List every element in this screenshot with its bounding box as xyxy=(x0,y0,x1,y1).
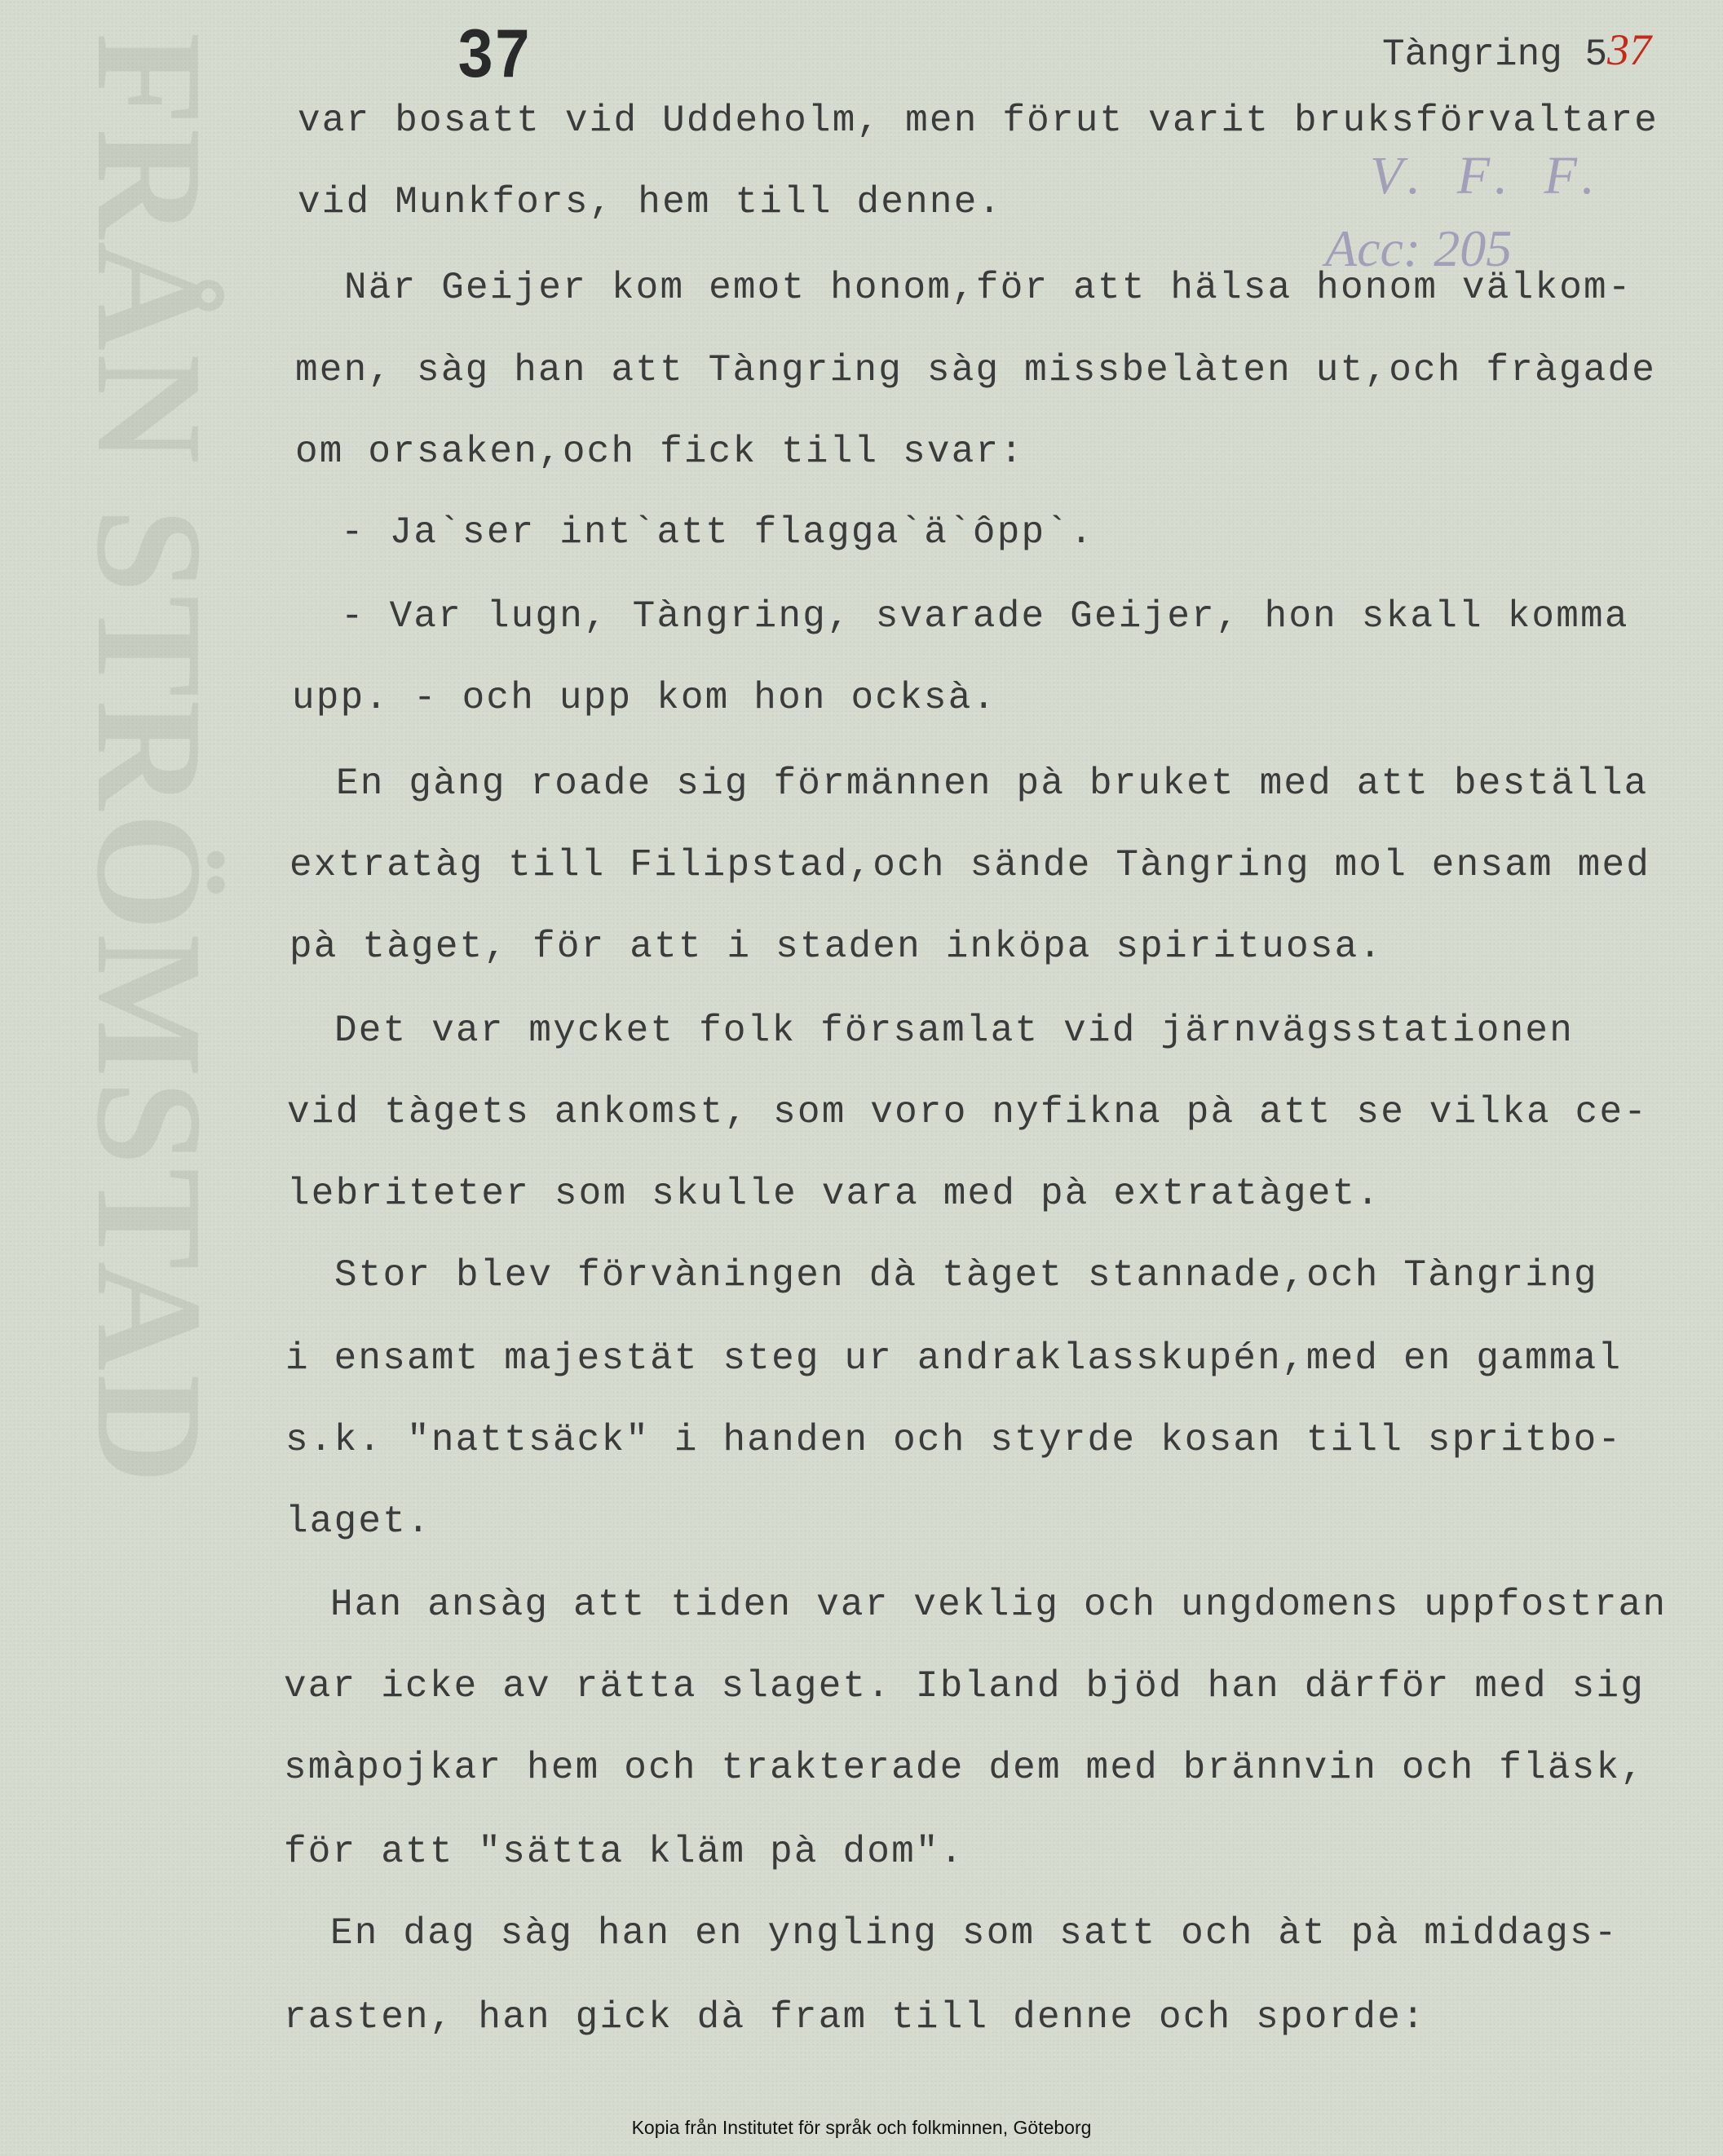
text-line: om orsaken,och fick till svar: xyxy=(295,431,1025,473)
text-line: smàpojkar hem och trakterade dem med brännvin och fläsk, xyxy=(284,1747,1646,1789)
text-line: men, sàg han att Tàngring sàg missbelàten ut,och fràgade xyxy=(295,349,1657,391)
text-line: När Geijer kom emot honom,för att hälsa honom välkom- xyxy=(344,267,1632,309)
text-line: En gàng roade sig förmännen pà bruket med att beställa xyxy=(336,762,1649,805)
text-line: s.k. "nattsäck" i handen och styrde kosan till spritbo- xyxy=(285,1419,1623,1461)
text-line: Stor blev förvàningen dà tàget stannade,och Tàngring xyxy=(334,1254,1598,1297)
vff-stamp: V. F. F. xyxy=(1370,146,1606,205)
side-stamp xyxy=(65,33,233,1487)
text-line: vid tàgets ankomst, som voro nyfikna pà att se vilka ce- xyxy=(287,1091,1649,1133)
text-line: för att "sätta kläm pà dom". xyxy=(284,1831,965,1873)
text-line: rasten, han gick dà fram till denne och sporde: xyxy=(284,1996,1426,2039)
text-line: var icke av rätta slaget. Ibland bjöd han därför med sig xyxy=(284,1665,1646,1708)
text-line: upp. - och upp kom hon ocksà. xyxy=(292,677,997,719)
text-line: i ensamt majestät steg ur andraklasskupén,med en gammal xyxy=(285,1337,1623,1380)
text-line: lebriteter som skulle vara med pà extratàget. xyxy=(287,1173,1381,1215)
text-line: En dag sàg han en yngling som satt och àt pà middags- xyxy=(330,1912,1619,1955)
text-line: Han ansàg att tiden var veklig och ungdomens uppfostran xyxy=(330,1584,1668,1626)
text-line: laget. xyxy=(285,1500,431,1543)
handwritten-page-number: 37 xyxy=(1607,25,1652,74)
accession-stamp: Acc: 205 xyxy=(1325,219,1513,277)
text-line: extratàg till Filipstad,och sände Tàngring mol ensam med xyxy=(289,844,1651,886)
running-head xyxy=(1382,24,1651,76)
page-number: 37 xyxy=(457,17,532,99)
running-title: Tàngring 5 xyxy=(1382,33,1608,76)
text-line: var bosatt vid Uddeholm, men förut varit bruksförvaltare xyxy=(298,99,1659,142)
text-line: - Ja`ser int`att flagga`ä`ôpp`. xyxy=(341,511,1094,554)
text-line: pà tàget, för att i staden inköpa spirituosa. xyxy=(289,926,1384,968)
text-line: Det var mycket folk församlat vid järnvägsstationen xyxy=(334,1010,1575,1052)
text-line: vid Munkfors, hem till denne. xyxy=(298,181,1003,223)
archive-footer: Kopia från Institutet för språk och folkminnen, Göteborg xyxy=(631,2117,1092,2138)
text-line: - Var lugn, Tàngring, svarade Geijer, hon skall komma xyxy=(341,595,1629,638)
side-stamp-text: FRÅN STRÖMSTAD xyxy=(65,33,233,1487)
